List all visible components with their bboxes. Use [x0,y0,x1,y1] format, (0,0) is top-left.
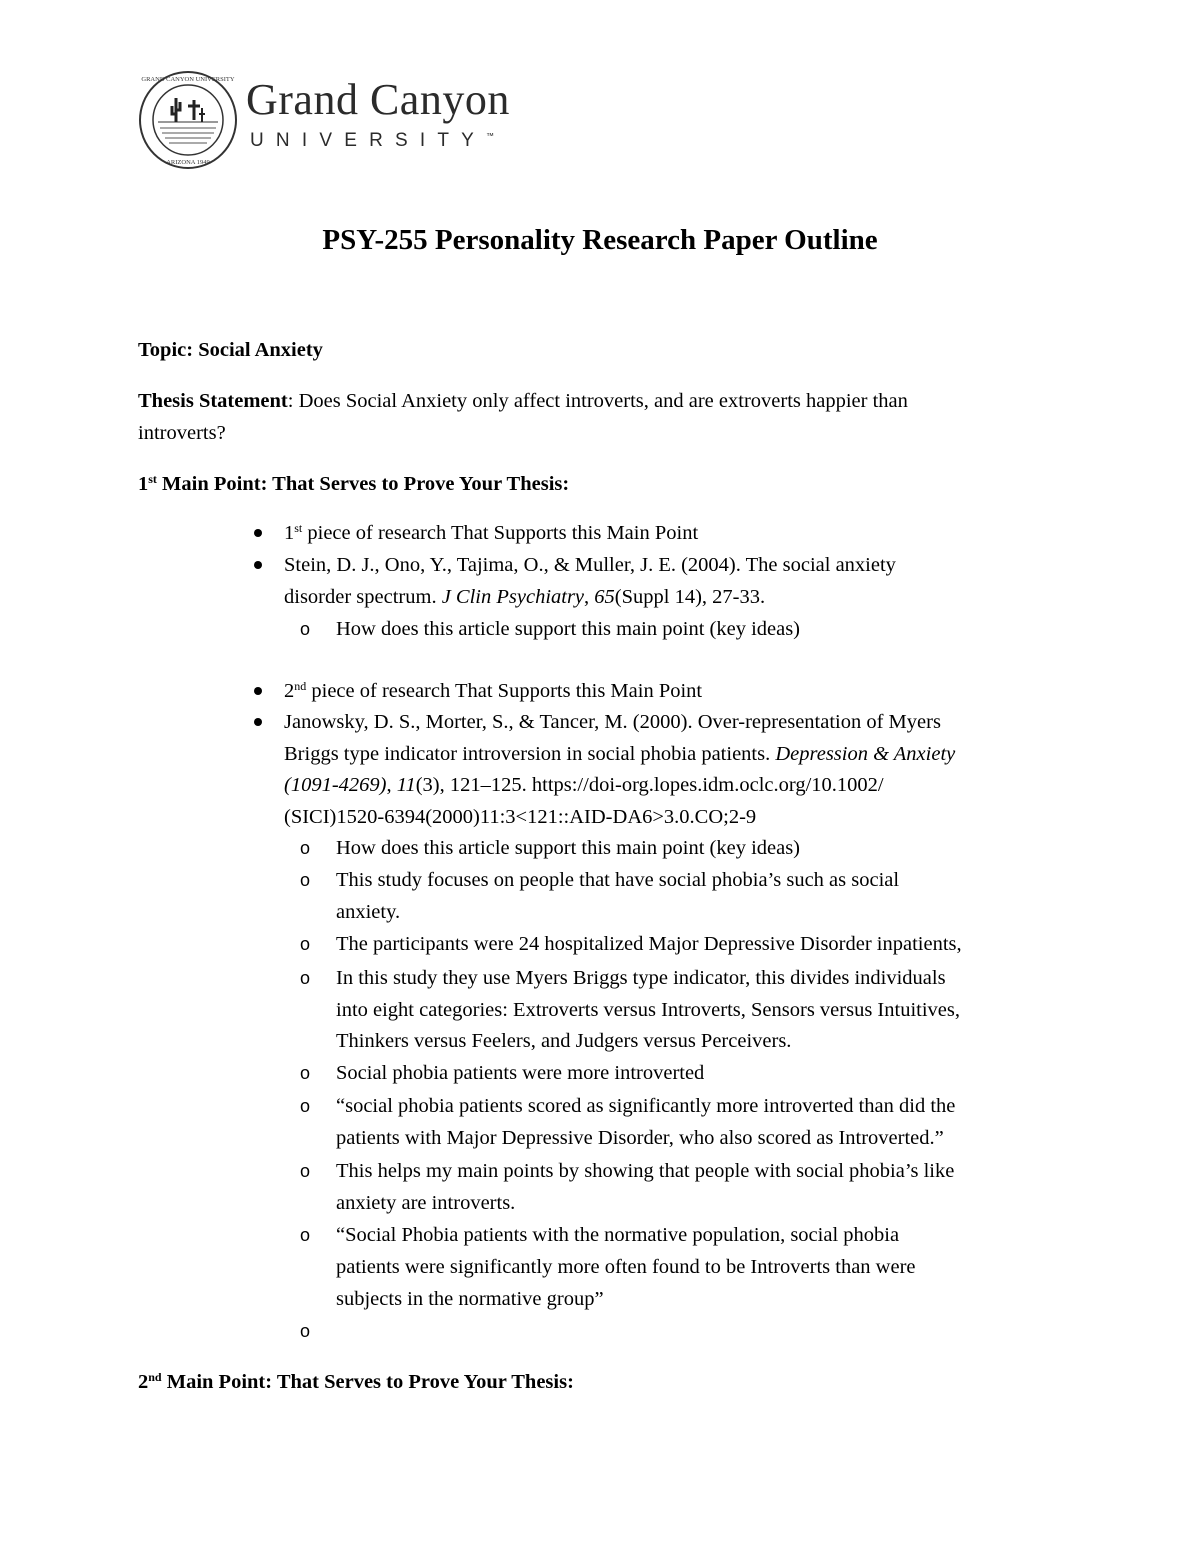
research-2-sub-item: This helps my main points by showing that people with social phobia’s like [336,1160,955,1182]
sub-bullet-marker: o [300,1161,311,1181]
seal-lettering: GRAND CANYON UNIVERSITY [141,76,235,83]
research-1-sub-item: How does this article support this main point (key ideas) [336,618,801,640]
research-2-citation-line-3: (1091-4269), 11(3), 121–125. https://doi-org.lopes.idm.oclc.org/10.1002/ [284,774,884,796]
research-1-citation-line-2: disorder spectrum. J Clin Psychiatry, 65(Suppl 14), 27-33. [284,586,766,608]
main-point-2-heading: 2nd Main Point: That Serves to Prove Your Thesis: [138,1370,574,1393]
svg-text:ARIZONA 1949: ARIZONA 1949 [166,159,210,166]
research-2-sub-item-cont: patients were significantly more often found to be Introverts than were [336,1256,916,1278]
topic-line [138,334,323,366]
sub-bullet-marker: o [300,1225,311,1245]
research-2-bullet: 2nd piece of research That Supports this Main Point [284,679,703,702]
journal-title: Depression & Anxiety [775,743,956,765]
doi-link[interactable]: (3), 121–125. https://doi-org.lopes.idm.oclc.org/10.1002/ [415,774,884,796]
research-2-sub-item: In this study they use Myers Briggs type indicator, this divides individuals [336,967,946,989]
page-title: PSY-255 Personality Research Paper Outline [322,224,878,256]
journal-volume: 65 [594,586,615,608]
logo-wordmark-university: UNIVERSITY™ [250,130,495,151]
research-2-sub-item: How does this article support this main point (key ideas) [336,837,801,859]
research-2-sub-item-cont: anxiety. [336,901,401,923]
research-2-citation-line-1: Janowsky, D. S., Morter, S., & Tancer, M. (2000). Over-representation of Myers [284,711,941,733]
research-1-citation-line-1: Stein, D. J., Ono, Y., Tajima, O., & Muller, J. E. (2004). The social anxiety [284,554,896,576]
sub-bullet-marker: o [300,1063,311,1083]
bullet-icon [254,561,262,569]
journal-title: J Clin Psychiatry [441,586,585,608]
sub-bullet-marker: o [300,968,311,988]
research-2-sub-item-cont: subjects in the normative group” [336,1288,604,1310]
sub-bullet-marker: o [300,838,311,858]
research-2-sub-item: “social phobia patients scored as significantly more introverted than did the [336,1095,956,1117]
research-2-citation-line-2: Briggs type indicator introversion in social phobia patients. Depression & Anxiety [284,743,956,765]
journal-issn: (1091-4269) [284,774,387,796]
research-2-citation-line-4: (SICI)1520-6394(2000)11:3<121::AID-DA6>3.0.CO;2-9 [284,806,757,828]
topic-label: Topic: [138,339,194,361]
university-seal-icon [138,70,238,170]
research-2-sub-item: Social phobia patients were more introverted [336,1062,705,1084]
research-2-sub-item-cont: into eight categories: Extroverts versus Introverts, Sensors versus Intuitives, [336,999,960,1021]
sub-bullet-marker: o [300,934,311,954]
research-1-bullet: 1st piece of research That Supports this Main Point [284,521,699,544]
thesis-text: : Does Social Anxiety only affect introverts, and are extroverts happier than [287,390,908,412]
sub-bullet-marker: o [300,1321,311,1341]
research-2-sub-item-cont: Thinkers versus Feelers, and Judgers versus Perceivers. [336,1030,792,1052]
bullet-icon [254,687,262,695]
journal-volume: 11 [396,774,416,796]
sub-bullet-marker: o [300,619,311,639]
research-2-sub-item: This study focuses on people that have social phobia’s such as social [336,869,900,891]
sub-bullet-marker: o [300,1096,311,1116]
university-logo [138,70,583,170]
main-point-1-heading: 1st Main Point: That Serves to Prove Your Thesis: [138,472,570,495]
thesis-label: Thesis Statement [138,390,288,412]
research-2-sub-item: “Social Phobia patients with the normative population, social phobia [336,1224,900,1246]
bullet-icon [254,529,262,537]
research-2-sub-item-cont: anxiety are introverts. [336,1192,516,1214]
logo-wordmark-name: Grand Canyon [246,75,510,124]
topic-value: Social Anxiety [193,339,323,361]
thesis-line-1 [138,385,908,417]
thesis-line-2: introverts? [138,422,226,444]
research-2-sub-item-cont: patients with Major Depressive Disorder, who also scored as Introverted.” [336,1127,944,1149]
bullet-icon [254,718,262,726]
research-2-sub-item: The participants were 24 hospitalized Major Depressive Disorder inpatients, [336,933,962,955]
sub-bullet-marker: o [300,870,311,890]
